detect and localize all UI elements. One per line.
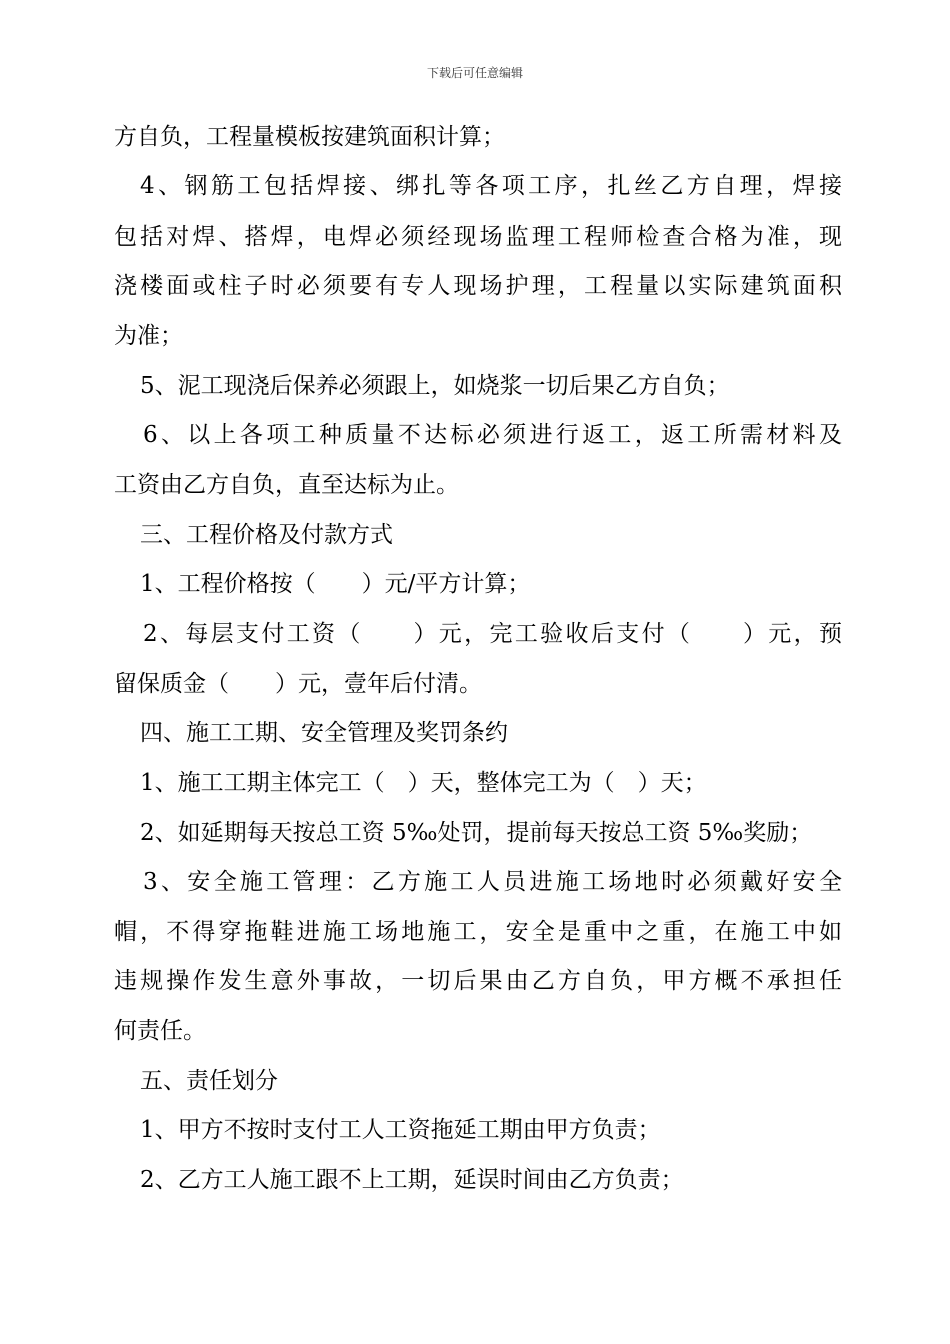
paragraph-line: 5、泥工现浇后保养必须跟上，如烧浆一切后果乙方自负；	[140, 373, 730, 399]
paragraph-line: 6、以上各项工种质量不达标必须进行返工，返工所需材料及	[143, 422, 842, 448]
paragraph-line: 3、安全施工管理：乙方施工人员进施工场地时必须戴好安全	[143, 869, 842, 895]
paragraph-line: 帽，不得穿拖鞋进施工场地施工，安全是重中之重，在施工中如	[114, 919, 842, 945]
paragraph-line: 2、每层支付工资（ ）元，完工验收后支付（ ）元，预	[143, 621, 842, 647]
paragraph-line: 包括对焊、搭焊，电焊必须经现场监理工程师检查合格为准，现	[114, 224, 842, 250]
section-heading: 四、施工工期、安全管理及奖罚条约	[140, 720, 508, 746]
paragraph-line: 1、甲方不按时支付工人工资拖延工期由甲方负责；	[140, 1117, 661, 1143]
paragraph-line: 1、施工工期主体完工（ ）天，整体完工为（ ）天；	[140, 770, 707, 796]
paragraph-line: 1、工程价格按（ ）元/平方计算；	[140, 571, 531, 597]
paragraph-line: 违规操作发生意外事故，一切后果由乙方自负，甲方概不承担任	[114, 968, 842, 994]
paragraph-line: 2、如延期每天按总工资 5‰处罚，提前每天按总工资 5‰奖励；	[140, 820, 813, 846]
section-heading: 三、工程价格及付款方式	[140, 522, 393, 548]
section-heading: 五、责任划分	[140, 1068, 278, 1094]
paragraph-line: 浇楼面或柱子时必须要有专人现场护理，工程量以实际建筑面积	[114, 273, 842, 299]
paragraph-line: 方自负，工程量模板按建筑面积计算；	[114, 124, 505, 150]
paragraph-line: 2、乙方工人施工跟不上工期，延误时间由乙方负责；	[140, 1167, 684, 1193]
paragraph-line: 4、钢筋工包括焊接、绑扎等各项工序，扎丝乙方自理，焊接	[140, 173, 842, 199]
paragraph-line: 何责任。	[114, 1018, 206, 1044]
page-header-watermark: 下载后可任意编辑	[426, 66, 523, 80]
paragraph-line: 为准；	[114, 323, 183, 349]
paragraph-line: 工资由乙方自负，直至达标为止。	[114, 472, 459, 498]
paragraph-line: 留保质金（ ）元，壹年后付清。	[114, 671, 482, 697]
